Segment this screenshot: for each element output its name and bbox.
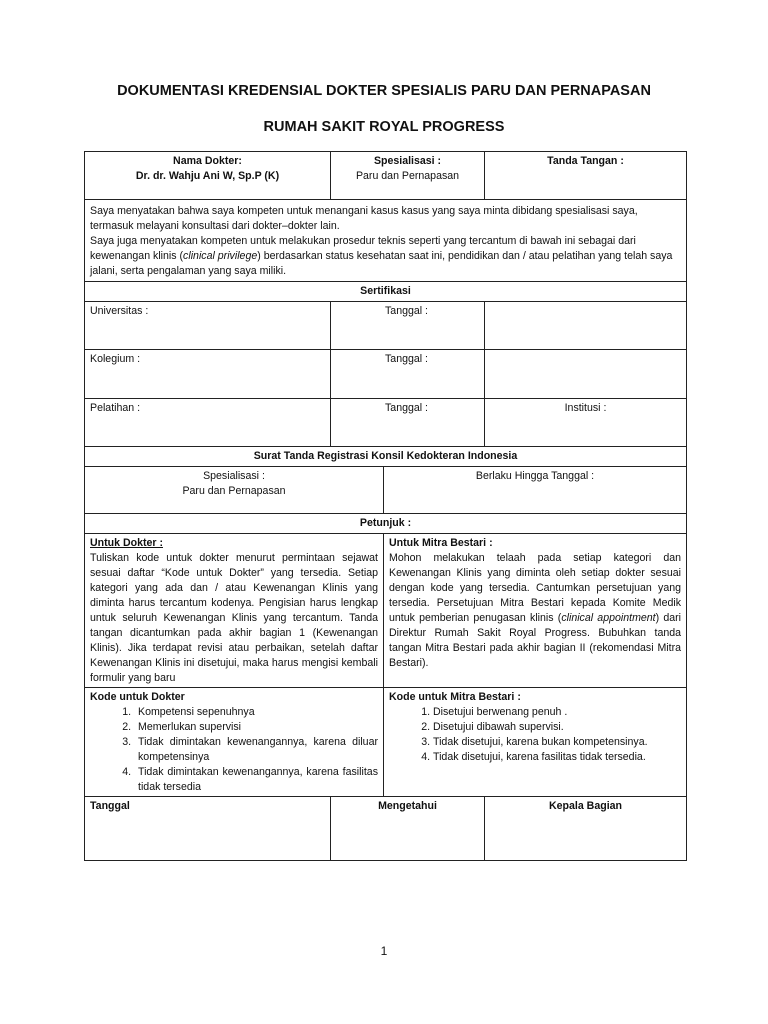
collegium-date-label: Tanggal : — [385, 353, 428, 365]
doctor-name-value: Dr. dr. Wahju Ani W, Sp.P (K) — [135, 170, 280, 182]
university-date-label: Tanggal : — [385, 305, 428, 317]
university-cell[interactable] — [85, 302, 331, 350]
str-specialization-label: Spesialisasi : — [203, 470, 265, 482]
instructions-row — [85, 534, 687, 688]
credential-form — [84, 151, 687, 861]
instructions-reviewer-text-b: ) dari Direktur Rumah Sakit Royal Progress. Bubuhkan tanda tangan Mitra Bestari pada akhir bagian II (rekomendasi Mitra Bestari). — [389, 612, 682, 669]
doctor-code-item: 4. Tidak dimintakan kewenangannya, karena fasilitas tidak tersedia — [134, 765, 378, 795]
certification-heading-row — [85, 282, 687, 302]
signature-label: Tanda Tangan : — [547, 155, 624, 167]
approval-row — [85, 797, 687, 861]
str-row — [85, 467, 687, 514]
university-date-cell[interactable] — [331, 302, 485, 350]
statement-row — [85, 200, 687, 282]
statement-competence: Saya menyatakan bahwa saya kompeten untuk menangani kasus kasus yang saya minta dibidang spesialisasi saya, termasuk melayani konsultasi dari dokter–dokter lain. — [90, 205, 638, 232]
reviewer-code-item: 1. Disetujui berwenang penuh . — [433, 705, 681, 720]
collegium-row — [85, 350, 687, 399]
specialization-label: Spesialisasi : — [373, 155, 442, 167]
doctor-name-label: Nama Dokter: — [173, 155, 242, 167]
statement-procedures-b: ) berdasarkan status kesehatan saat ini, pendidikan dan / atau pelatihan yang telah saya jalani, serta pengalaman yang saya miliki. — [90, 250, 673, 277]
collegium-cell[interactable] — [85, 350, 331, 399]
instructions-reviewer-text-a: Mohon melakukan telaah pada setiap kategori dan Kewenangan Klinis yang diminta oleh setiap dokter sesuai dengan kode yang tersedia. Cantumkan persetujuan yang tersedia. Persetujuan Mitra Bestari kepada Komite Medik untuk pemberian penugasan klinis ( — [389, 552, 682, 624]
instructions-reviewer-cell — [384, 534, 687, 688]
str-valid-until-label: Berlaku Hingga Tanggal : — [475, 470, 595, 482]
instructions-reviewer-heading: Untuk Mitra Bestari : — [389, 537, 493, 549]
doctor-codes-list — [90, 705, 378, 795]
str-heading: Surat Tanda Registrasi Konsil Kedokteran Indonesia — [85, 447, 687, 467]
signature-cell[interactable] — [485, 152, 687, 200]
codes-row — [85, 688, 687, 797]
reviewer-codes-heading: Kode untuk Mitra Bestari : — [389, 691, 521, 703]
department-head-label: Kepala Bagian — [549, 800, 623, 812]
page-number: 1 — [380, 944, 388, 958]
training-date-cell[interactable] — [331, 399, 485, 447]
hospital-name: RUMAH SAKIT ROYAL PROGRESS — [263, 119, 505, 135]
statement-procedures-a: Saya juga menyatakan kompeten untuk melakukan prosedur teknis seperti yang tercantum di bawah ini sebagai dari kewenangan klinis ( — [90, 235, 636, 262]
statement-procedures-italic: clinical privilege — [183, 250, 258, 262]
department-head-cell[interactable] — [485, 797, 687, 861]
doctor-code-item: 3. Tidak dimintakan kewenangannya, karena diluar kompetensinya — [134, 735, 378, 765]
instructions-doctor-text: Tuliskan kode untuk dokter menurut permintaan sejawat sesuai daftar “Kode untuk Dokter” yang tersedia. Setiap kategori yang ada dan / atau Kewenangan Klinis yang diminta harus tercantum kodenya. Pengisian harus lengkap untuk seluruh Kewenangan Klinis yang tercantum. Tanda tangan dicantumkan pada akhir bagian 1 (Kewenangan Klinis). Jika terdapat revisi atau perbaikan, setelah daftar Kewenangan Klinis ini disetujui, maka harus mengisi kembali formulir yang baru — [90, 552, 378, 684]
collegium-label: Kolegium : — [90, 353, 141, 365]
specialization-value: Paru dan Pernapasan — [355, 170, 460, 182]
str-heading-row — [85, 447, 687, 467]
university-extra-cell[interactable] — [485, 302, 687, 350]
certification-heading: Sertifikasi — [85, 282, 687, 302]
str-specialization-value: Paru dan Pernapasan — [182, 485, 286, 497]
instructions-doctor-heading: Untuk Dokter : — [90, 537, 163, 549]
acknowledged-label: Mengetahui — [378, 800, 437, 812]
training-label: Pelatihan : — [90, 402, 141, 414]
statement-cell — [85, 200, 687, 282]
training-row — [85, 399, 687, 447]
doctor-code-item: 2. Memerlukan supervisi — [134, 720, 378, 735]
collegium-extra-cell[interactable] — [485, 350, 687, 399]
acknowledged-cell[interactable] — [331, 797, 485, 861]
statement-procedures — [90, 234, 681, 279]
reviewer-codes-list — [389, 705, 681, 765]
str-valid-until-cell[interactable] — [384, 467, 687, 514]
university-label: Universitas : — [90, 305, 149, 317]
university-row — [85, 302, 687, 350]
training-date-label: Tanggal : — [385, 402, 428, 414]
reviewer-code-item: 2. Disetujui dibawah supervisi. — [433, 720, 681, 735]
instructions-reviewer-text — [389, 551, 681, 671]
reviewer-code-item: 3. Tidak disetujui, karena bukan kompetensinya. — [433, 735, 681, 750]
date-label: Tanggal — [90, 800, 130, 812]
doctor-codes-heading: Kode untuk Dokter — [90, 691, 185, 703]
instructions-reviewer-text-italic: clinical appointment — [561, 612, 656, 624]
doctor-codes-cell — [85, 688, 384, 797]
instructions-heading-row — [85, 514, 687, 534]
training-institution-cell[interactable] — [485, 399, 687, 447]
specialization-cell — [331, 152, 485, 200]
collegium-date-cell[interactable] — [331, 350, 485, 399]
doctor-code-item: 1. Kompetensi sepenuhnya — [134, 705, 378, 720]
reviewer-code-item: 4. Tidak disetujui, karena fasilitas tidak tersedia. — [433, 750, 681, 765]
date-cell[interactable] — [85, 797, 331, 861]
str-specialization-cell — [85, 467, 384, 514]
training-institution-label: Institusi : — [564, 402, 607, 414]
instructions-heading: Petunjuk : — [85, 514, 687, 534]
document-title: DOKUMENTASI KREDENSIAL DOKTER SPESIALIS PARU DAN PERNAPASAN — [117, 83, 651, 99]
doctor-name-cell — [85, 152, 331, 200]
instructions-doctor-cell — [85, 534, 384, 688]
training-cell[interactable] — [85, 399, 331, 447]
doctor-info-row — [85, 152, 687, 200]
reviewer-codes-cell — [384, 688, 687, 797]
